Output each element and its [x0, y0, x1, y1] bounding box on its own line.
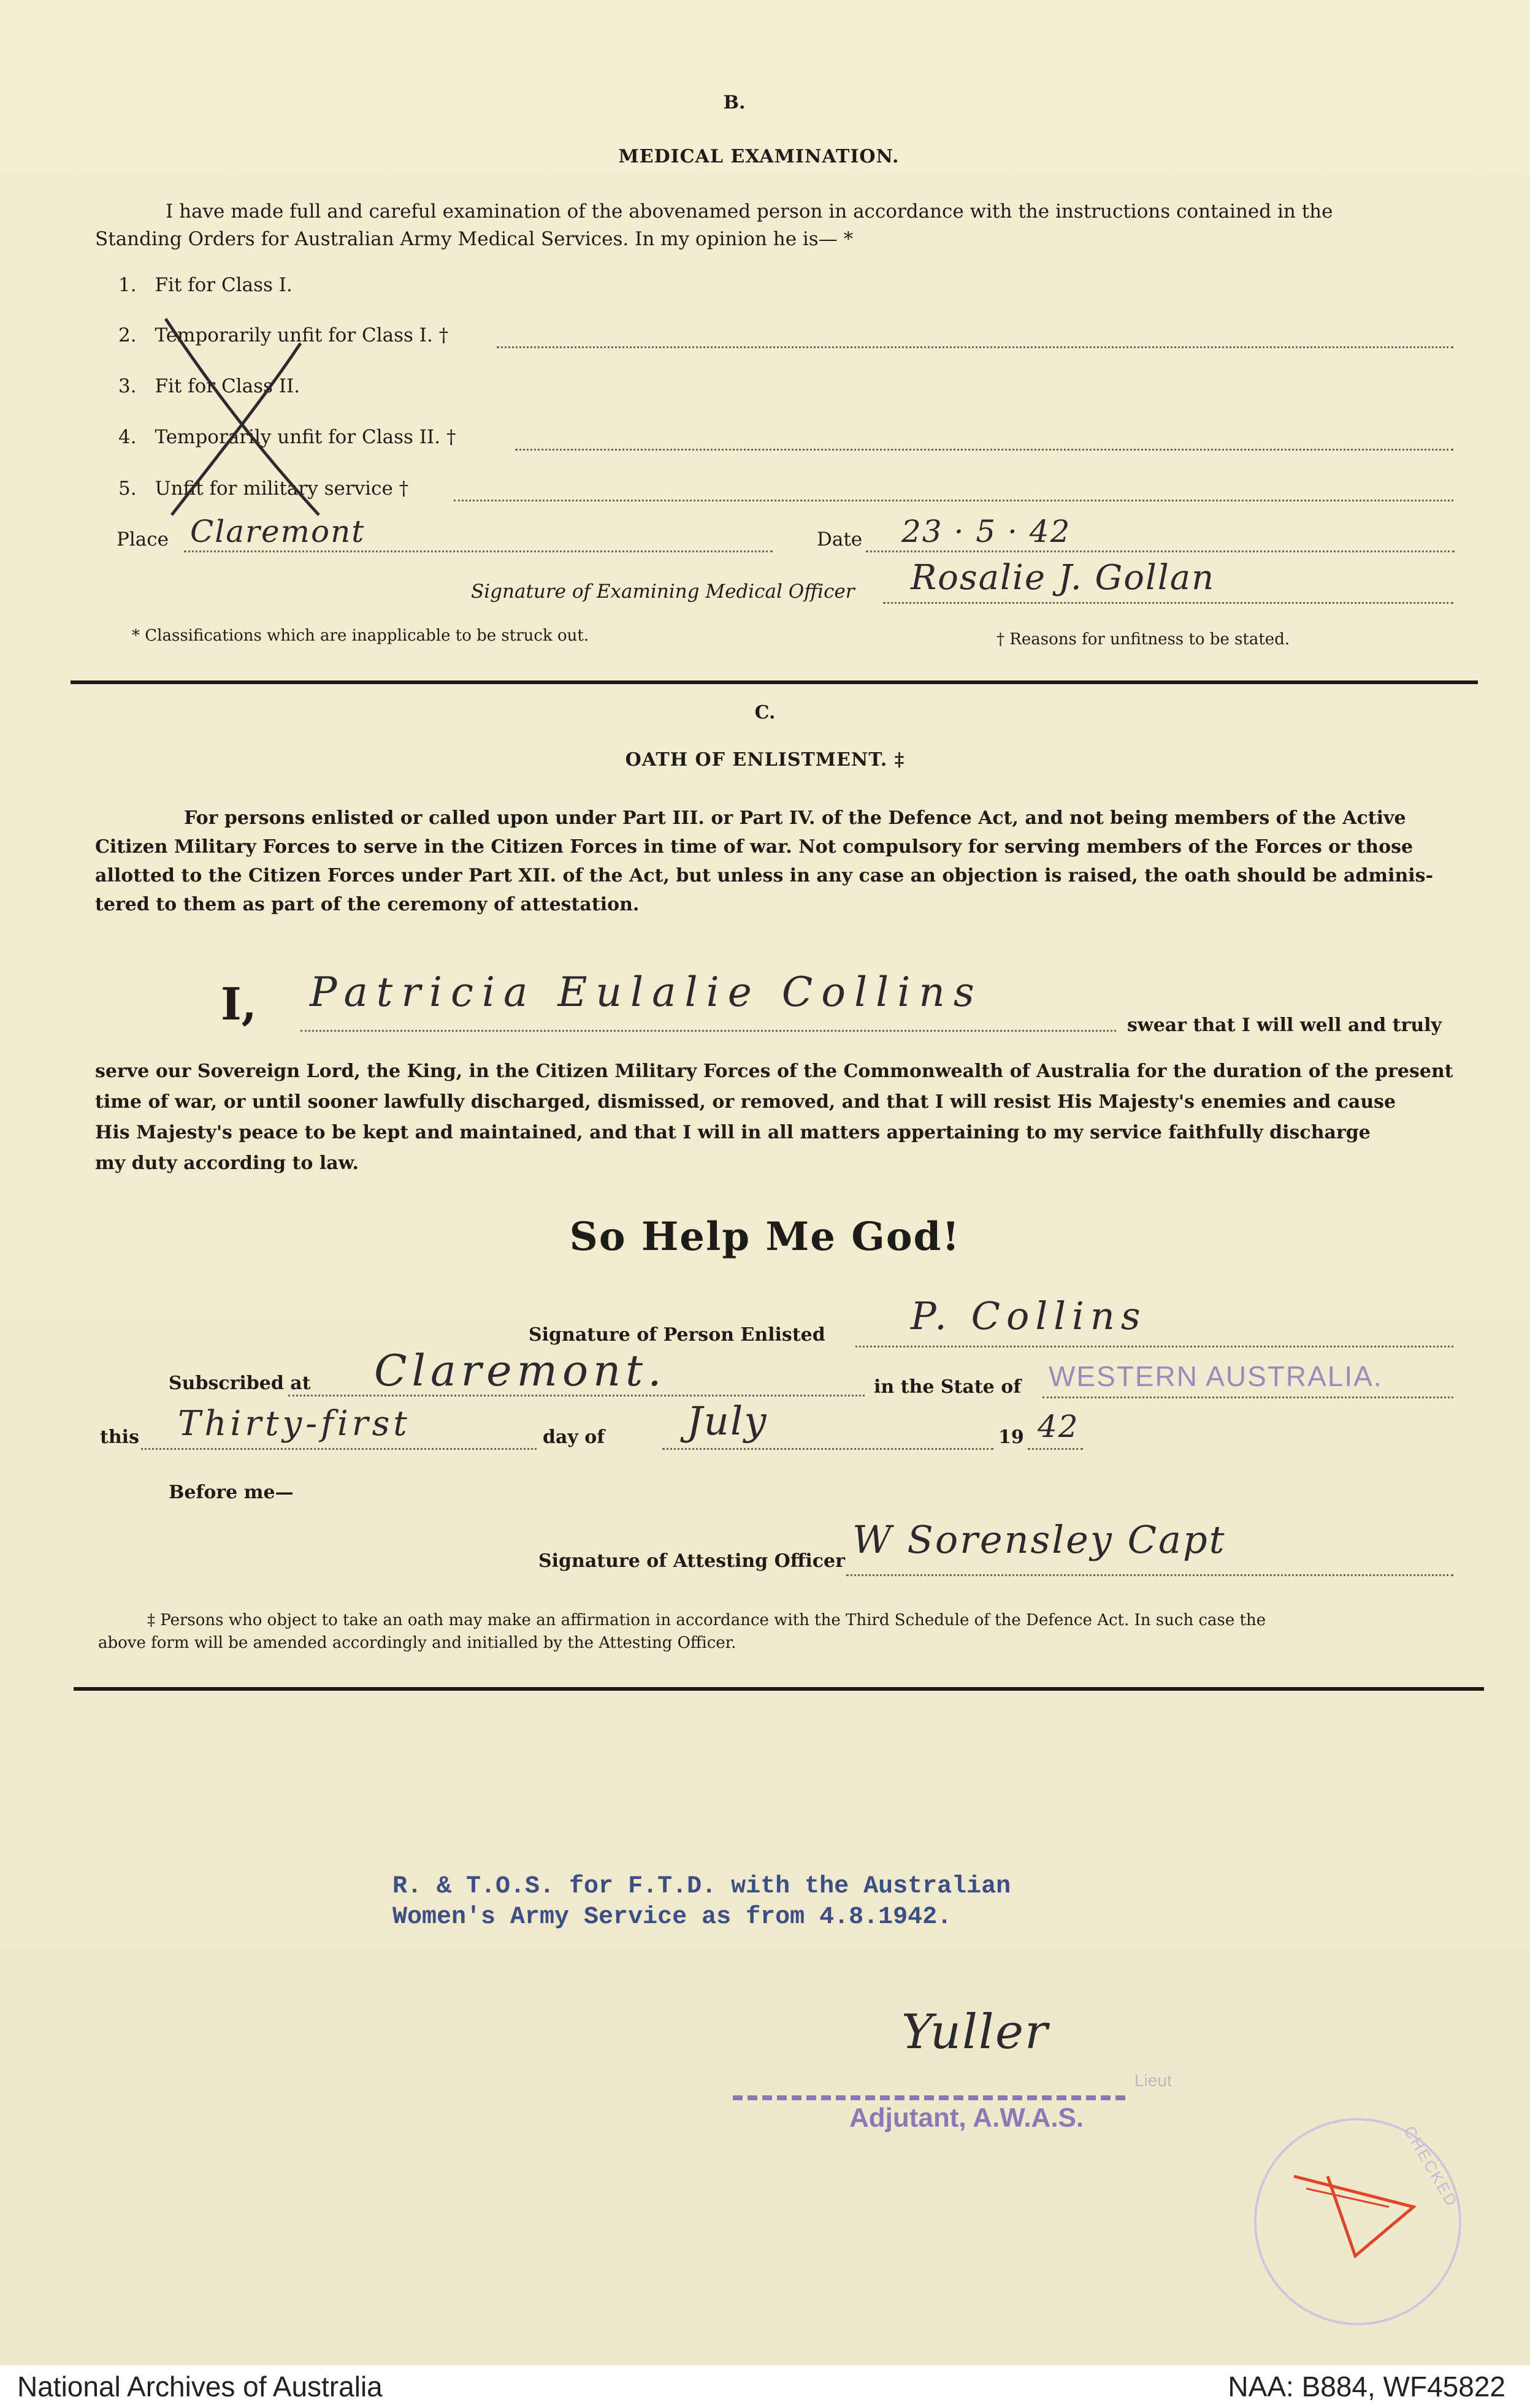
examiner-signature-line: [883, 602, 1453, 604]
class-item-4-line: [515, 449, 1453, 451]
month-line: [662, 1448, 993, 1450]
year-value: 42: [1038, 1409, 1079, 1444]
state-stamp: WESTERN AUSTRALIA.: [1049, 1360, 1383, 1392]
oath-i: I,: [221, 978, 257, 1030]
oath-text-1: serve our Sovereign Lord, the King, in the Citizen Military Forces of the Commonwealth of Australia for the duration of the present: [95, 1061, 1453, 1082]
section-b-title: MEDICAL EXAMINATION.: [618, 146, 900, 167]
oath-text-3: His Majesty's peace to be kept and maintained, and that I will in all matters appertaining to my service faithfully discharge: [95, 1122, 1371, 1143]
person-signature-line: [855, 1346, 1453, 1347]
footnote-struck-out: * Classifications which are inapplicable to be struck out.: [132, 627, 589, 645]
attesting-officer-line: [846, 1574, 1453, 1576]
place-label: Place: [117, 528, 169, 551]
oath-text-4: my duty according to law.: [95, 1153, 359, 1174]
day-of-label: day of: [543, 1427, 605, 1448]
date-value: 23 · 5 · 42: [901, 514, 1071, 549]
archive-name: National Archives of Australia: [17, 2371, 383, 2402]
section-b-intro-1: I have made full and careful examination of the abovenamed person in accordance with the instructions contained in the: [166, 200, 1333, 223]
archive-footer: [0, 2365, 1530, 2408]
class-item-2-line: [497, 346, 1453, 348]
this-label: this: [100, 1427, 139, 1448]
place-value: Claremont: [190, 514, 365, 549]
section-c-title: OATH OF ENLISTMENT. ‡: [625, 749, 905, 771]
class-item-num: 4.: [118, 426, 137, 448]
section-b-letter: B.: [723, 92, 746, 113]
class-item-text: Temporarily unfit for Class II. †: [155, 426, 456, 448]
oath-enlistee-name: Patricia Eulalie Collins: [310, 969, 983, 1016]
class-item-5-line: [454, 500, 1453, 501]
day-line: [141, 1448, 537, 1450]
subscribed-place: Claremont.: [374, 1346, 667, 1396]
attesting-officer-signature: W Sorensley Capt: [852, 1517, 1226, 1562]
section-c-letter: C.: [754, 702, 776, 723]
oath-instructions-2: Citizen Military Forces to serve in the Citizen Forces in time of war. Not compulsory for serving members of the Forces or those: [95, 836, 1413, 858]
checked-stamp-text: CHECKED: [1400, 2122, 1462, 2211]
class-item-num: 2.: [118, 324, 137, 346]
date-label: Date: [817, 528, 863, 551]
person-signature: P. Collins: [911, 1294, 1147, 1338]
class-item-1: [118, 270, 293, 300]
oath-text-2: time of war, or until sooner lawfully discharged, dismissed, or removed, and that I will resist His Majesty's enemies and cause: [95, 1091, 1396, 1113]
so-help-me-god: So Help Me God!: [569, 1214, 961, 1260]
year-line: [1028, 1448, 1083, 1450]
stamp-adjutant: Adjutant, A.W.A.S.: [849, 2103, 1084, 2133]
class-item-text: Fit for Class I.: [155, 274, 293, 296]
class-item-text: Temporarily unfit for Class I. †: [155, 324, 449, 346]
class-item-text: Unfit for military service †: [155, 478, 409, 500]
attesting-officer-label: Signature of Attesting Officer: [538, 1550, 845, 1572]
year-prefix: 19: [998, 1427, 1024, 1448]
typed-annotation-2: Women's Army Service as from 4.8.1942.: [392, 1903, 952, 1931]
class-item-text: Fit for Class II.: [155, 375, 300, 397]
section-divider-2: [74, 1687, 1484, 1691]
before-me-label: Before me—: [169, 1482, 294, 1503]
red-tick-mark: [1282, 2164, 1435, 2262]
oath-name-line: [300, 1030, 1116, 1032]
month-value: July: [687, 1399, 768, 1444]
section-b-intro-2: Standing Orders for Australian Army Medical Services. In my opinion he is— *: [95, 228, 854, 250]
stamp-lieut: Lieut: [1134, 2071, 1172, 2090]
subscribed-line: [288, 1395, 865, 1396]
person-signature-label: Signature of Person Enlisted: [529, 1324, 825, 1346]
stamp-dash-line: [733, 2095, 1125, 2100]
class-item-num: 1.: [118, 274, 137, 296]
oath-instructions-3: allotted to the Citizen Forces under Part XII. of the Act, but unless in any case an objection is raised, the oath should be adminis-: [95, 865, 1434, 886]
archive-reference: NAA: B884, WF45822: [1228, 2371, 1505, 2402]
affirmation-footnote-1: ‡ Persons who object to take an oath may make an affirmation in accordance with the Third Schedule of the Defence Act. In such case the: [147, 1611, 1266, 1629]
affirmation-footnote-2: above form will be amended accordingly and initialled by the Attesting Officer.: [98, 1634, 736, 1652]
state-line: [1042, 1396, 1453, 1398]
typed-annotation-1: R. & T.O.S. for F.T.D. with the Australian: [392, 1873, 1011, 1900]
adjutant-signature: Yuller: [901, 2005, 1049, 2060]
section-divider-1: [71, 680, 1478, 684]
footnote-unfitness: † Reasons for unfitness to be stated.: [996, 630, 1290, 649]
examiner-signature: Rosalie J. Gollan: [911, 558, 1215, 598]
class-item-num: 3.: [118, 375, 137, 397]
place-line: [184, 551, 773, 552]
state-label: in the State of: [874, 1376, 1022, 1398]
oath-instructions-1: For persons enlisted or called upon under Part III. or Part IV. of the Defence Act, and not being members of the Active: [184, 807, 1406, 829]
oath-swear: swear that I will well and truly: [1127, 1015, 1442, 1036]
oath-instructions-4: tered to them as part of the ceremony of attestation.: [95, 894, 640, 915]
day-value: Thirty-first: [178, 1404, 411, 1444]
subscribed-label: Subscribed at: [169, 1373, 311, 1394]
examiner-signature-label: Signature of Examining Medical Officer: [471, 581, 855, 603]
date-line: [866, 551, 1455, 552]
strikeout-cross-mark: [147, 307, 331, 527]
class-item-num: 5.: [118, 478, 137, 500]
